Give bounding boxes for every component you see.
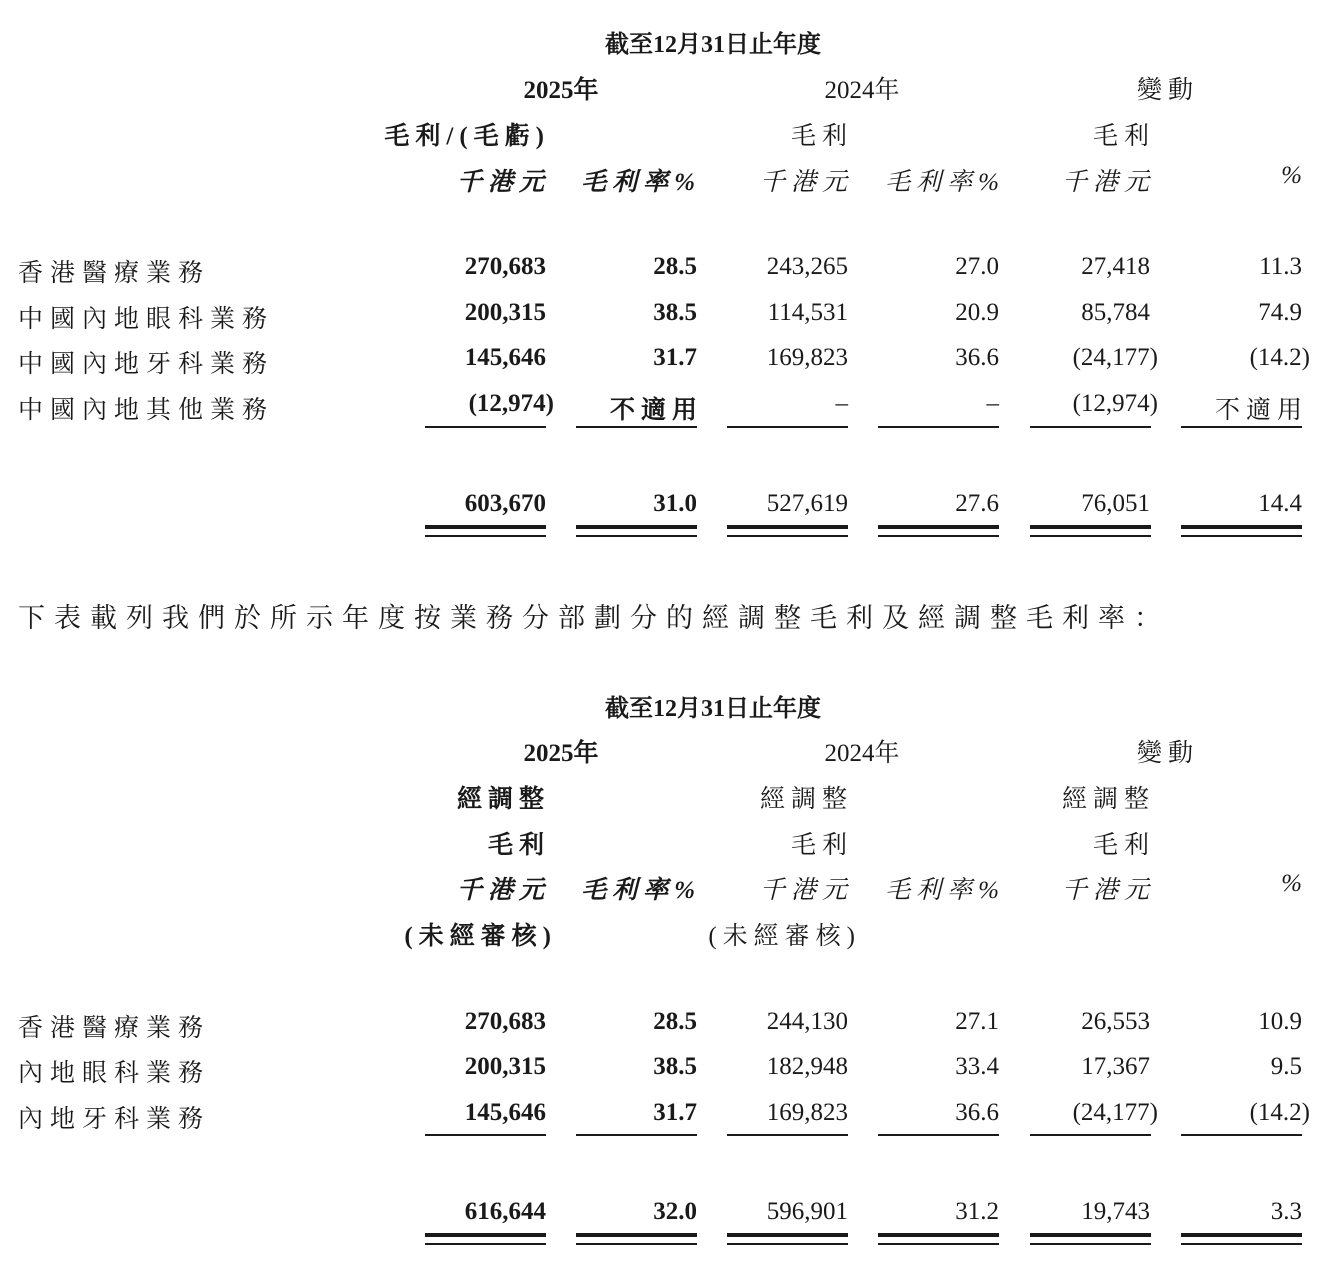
unit-header-4: 毛利率% [885,877,1005,904]
cell-change-amount: 26,553 [1081,1008,1150,1035]
unit-header-2: 毛利率% [581,877,701,904]
total-double-rule [878,535,999,537]
cell-change-percent: (14.2) [1249,1099,1310,1126]
subtotal-rule [1030,1134,1151,1136]
unit-header-6: % [1281,870,1302,897]
subtotal-rule [1181,1134,1302,1136]
cell-gp-2024: 114,531 [767,299,848,326]
unit-header-6: % [1281,162,1302,189]
total-double-rule [576,1233,697,1237]
cell-gp-2024: 243,265 [766,253,848,280]
subtotal-rule [576,426,697,428]
total-double-rule [425,1243,546,1245]
total-adj-gp-2024: 596,901 [766,1198,848,1225]
total-double-rule [727,1233,848,1237]
total-double-rule [425,525,546,529]
cell-gp-2024: 169,823 [766,344,848,371]
cell-change-amount: (12,974) [1072,390,1158,417]
measure-header-change: 毛利 [1092,123,1155,150]
cell-margin-2025: 38.5 [653,1053,697,1080]
cell-change-amount: 27,418 [1081,253,1150,280]
cell-change-percent: 74.9 [1258,299,1302,326]
total-double-rule [727,525,848,529]
year-header-change: 變動 [1136,77,1200,104]
cell-change-amount: 17,367 [1081,1053,1150,1080]
total-double-rule [727,535,848,537]
cell-adj-gp-2025: 200,315 [464,1053,546,1080]
total-double-rule [425,1233,546,1237]
cell-adj-gp-2024: 182,948 [766,1053,848,1080]
unit-header-1: 千港元 [456,169,550,196]
row-label: 中國內地其他業務 [18,397,275,424]
total-margin-2025: 32.0 [653,1198,697,1225]
cell-margin-2024: 27.1 [955,1008,999,1035]
subtotal-rule [878,426,999,428]
total-double-rule [576,535,697,537]
cell-change-percent: 9.5 [1270,1053,1302,1080]
row-label: 內地牙科業務 [18,1106,211,1133]
total-double-rule [1030,1243,1151,1245]
cell-change-amount: (24,177) [1072,344,1158,371]
cell-adj-gp-2024: 244,130 [766,1008,848,1035]
row-label: 中國內地牙科業務 [18,351,275,378]
total-double-rule [1181,525,1302,529]
subtotal-rule [1181,426,1302,428]
cell-gp-2025: (12,974) [468,390,554,417]
unit-header-3: 千港元 [759,169,853,196]
cell-margin-2025: 31.7 [653,1099,697,1126]
cell-change-percent: (14.2) [1249,344,1310,371]
total-double-rule [425,535,546,537]
cell-adj-gp-2025: 270,683 [464,1008,546,1035]
period-header: 截至12月31日止年度 [605,696,821,722]
adjusted-header-2024: 經調整 [759,786,853,813]
total-double-rule [1181,535,1302,537]
cell-margin-2024: 20.9 [955,299,999,326]
cell-change-percent: 11.3 [1259,253,1302,280]
year-header-2025: 2025年 [523,740,599,767]
cell-adj-gp-2025: 145,646 [464,1099,546,1126]
cell-margin-2025: 28.5 [653,253,697,280]
total-double-rule [1030,535,1151,537]
subtotal-rule [727,1134,848,1136]
measure-header-change: 毛利 [1092,832,1155,859]
measure-header-2024: 毛利 [790,123,853,150]
unit-header-3: 千港元 [759,877,853,904]
subtotal-rule [425,426,546,428]
total-double-rule [878,525,999,529]
total-gp-2024: 527,619 [766,490,848,517]
row-label: 香港醫療業務 [18,1015,211,1042]
audit-note-2024: (未經審核) [708,923,861,950]
cell-margin-2024: 36.6 [955,1099,999,1126]
subtotal-rule [425,1134,546,1136]
subtotal-rule [576,1134,697,1136]
subtotal-rule [878,1134,999,1136]
cell-change-amount: (24,177) [1072,1099,1158,1126]
cell-margin-2025: 不適用 [609,397,703,424]
adjusted-header-2025: 經調整 [456,786,550,813]
total-adj-gp-2025: 616,644 [464,1198,546,1225]
cell-gp-2024: – [835,390,848,417]
measure-header-2025: 毛利/(毛虧) [384,123,550,150]
measure-header-2025: 毛利 [487,832,550,859]
cell-gp-2025: 145,646 [464,344,546,371]
subtotal-rule [1030,426,1151,428]
cell-margin-2024: 27.0 [955,253,999,280]
year-header-2024: 2024年 [824,740,900,767]
total-double-rule [576,525,697,529]
cell-margin-2025: 38.5 [653,299,697,326]
cell-change-percent: 不適用 [1214,397,1308,424]
adjusted-header-change: 經調整 [1061,786,1155,813]
total-margin-2024: 27.6 [955,490,999,517]
cell-margin-2024: 36.6 [955,344,999,371]
total-double-rule [1030,1233,1151,1237]
audit-note-2025: (未經審核) [404,923,557,950]
cell-change-percent: 10.9 [1258,1008,1302,1035]
unit-header-1: 千港元 [456,877,550,904]
total-margin-2025: 31.0 [653,490,697,517]
total-double-rule [1030,525,1151,529]
period-header: 截至12月31日止年度 [605,32,821,58]
row-label: 中國內地眼科業務 [18,306,275,333]
cell-adj-gp-2024: 169,823 [766,1099,848,1126]
cell-gp-2025: 200,315 [464,299,546,326]
unit-header-2: 毛利率% [581,169,701,196]
cell-gp-2025: 270,683 [464,253,546,280]
total-gp-2025: 603,670 [464,490,546,517]
cell-change-amount: 85,784 [1081,299,1150,326]
cell-margin-2025: 28.5 [653,1008,697,1035]
measure-header-2024: 毛利 [790,832,853,859]
total-double-rule [1181,1233,1302,1237]
total-change-percent: 14.4 [1258,490,1302,517]
total-change-amount: 19,743 [1081,1198,1150,1225]
unit-header-5: 千港元 [1061,169,1155,196]
year-header-2025: 2025年 [523,77,599,104]
total-double-rule [576,1243,697,1245]
cell-margin-2025: 31.7 [653,344,697,371]
total-double-rule [727,1243,848,1245]
subtotal-rule [727,426,848,428]
unit-header-5: 千港元 [1061,877,1155,904]
total-change-percent: 3.3 [1270,1198,1302,1225]
total-double-rule [1181,1243,1302,1245]
total-change-amount: 76,051 [1081,490,1150,517]
row-label: 香港醫療業務 [18,260,211,287]
cell-margin-2024: – [986,390,999,417]
row-label: 內地眼科業務 [18,1060,211,1087]
total-double-rule [878,1233,999,1237]
year-header-2024: 2024年 [824,77,900,104]
year-header-change: 變動 [1136,740,1200,767]
cell-margin-2024: 33.4 [955,1053,999,1080]
intro-paragraph: 下表載列我們於所示年度按業務分部劃分的經調整毛利及經調整毛利率： [18,603,1170,633]
total-double-rule [878,1243,999,1245]
total-margin-2024: 31.2 [955,1198,999,1225]
unit-header-4: 毛利率% [885,169,1005,196]
